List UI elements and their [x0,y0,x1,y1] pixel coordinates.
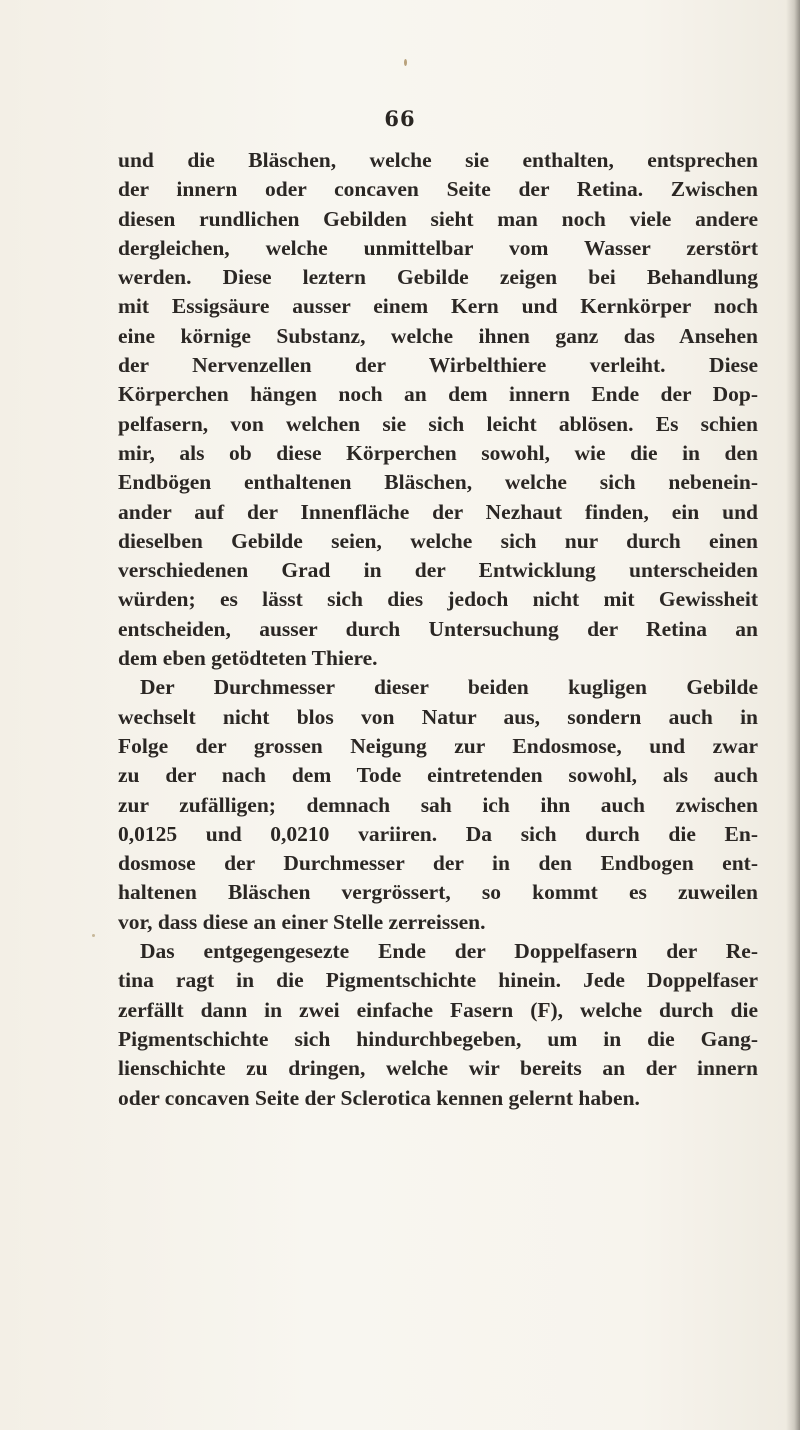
text-line: pelfasern, von welchen sie sich leicht ablösen. Es schien [118,411,758,436]
text-line: zu der nach dem Tode eintretenden sowohl, als auch [118,763,758,788]
text-line: oder concaven Seite der Sclerotica kennen gelernt haben. [118,1085,640,1110]
text-line: würden; es lässt sich dies jedoch nicht mit Gewissheit [118,587,758,612]
text-line: und die Bläschen, welche sie enthalten, entsprechen [118,148,758,172]
text-line: ander auf der Innenfläche der Nezhaut finden, ein und [118,499,758,524]
text-line: Das entgegengesezte Ende der Doppelfasern der Re- [140,939,758,964]
paragraph [118,673,758,937]
body-text [118,146,758,1113]
paragraph [118,146,758,673]
text-line: mit Essigsäure ausser einem Kern und Kernkörper noch [118,294,758,319]
text-line: dieselben Gebilde seien, welche sich nur durch einen [118,528,758,553]
text-line: dem eben getödteten Thiere. [118,646,378,671]
text-line: eine körnige Substanz, welche ihnen ganz das Ansehen [118,323,758,348]
text-line: der innern oder concaven Seite der Retina. Zwischen [118,177,758,202]
text-line: werden. Diese leztern Gebilde zeigen bei Behandlung [118,265,758,290]
text-line: mir, als ob diese Körperchen sowohl, wie die in den [118,440,758,465]
text-line: Endbögen enthaltenen Bläschen, welche sich nebenein- [118,470,758,495]
text-line: 0,0125 und 0,0210 variiren. Da sich durch die En- [118,821,758,846]
page-number: 66 [384,106,416,131]
text-line: Pigmentschichte sich hindurchbegeben, um in die Gang- [118,1026,758,1051]
text-line: Der Durchmesser dieser beiden kugligen Gebilde [140,675,758,700]
text-line: verschiedenen Grad in der Entwicklung unterscheiden [118,558,758,583]
text-line: der Nervenzellen der Wirbelthiere verleiht. Diese [118,353,758,378]
text-line: tina ragt in die Pigmentschichte hinein. Jede Doppelfaser [118,968,758,993]
text-line: dergleichen, welche unmittelbar vom Wasser zerstört [118,235,758,260]
paper-speck [92,934,95,937]
text-line: Folge der grossen Neigung zur Endosmose, und zwar [118,733,758,758]
text-line: zerfällt dann in zwei einfache Fasern (F), welche durch die [118,997,758,1022]
text-line: dosmose der Durchmesser der in den Endbogen ent- [118,851,758,876]
page-edge-shadow [786,0,800,1430]
text-line: diesen rundlichen Gebilden sieht man noch viele andere [118,206,758,231]
text-line: entscheiden, ausser durch Untersuchung der Retina an [118,616,758,641]
paper-speck [404,59,407,66]
text-line: vor, dass diese an einer Stelle zerreissen. [118,909,486,934]
text-line: wechselt nicht blos von Natur aus, sondern auch in [118,704,758,729]
text-line: zur zufälligen; demnach sah ich ihn auch zwischen [118,792,758,817]
text-line: Körperchen hängen noch an dem innern Ende der Dop- [118,382,758,407]
text-line: haltenen Bläschen vergrössert, so kommt es zuweilen [118,880,758,905]
paragraph [118,937,758,1113]
text-line: lienschichte zu dringen, welche wir bereits an der innern [118,1056,758,1081]
